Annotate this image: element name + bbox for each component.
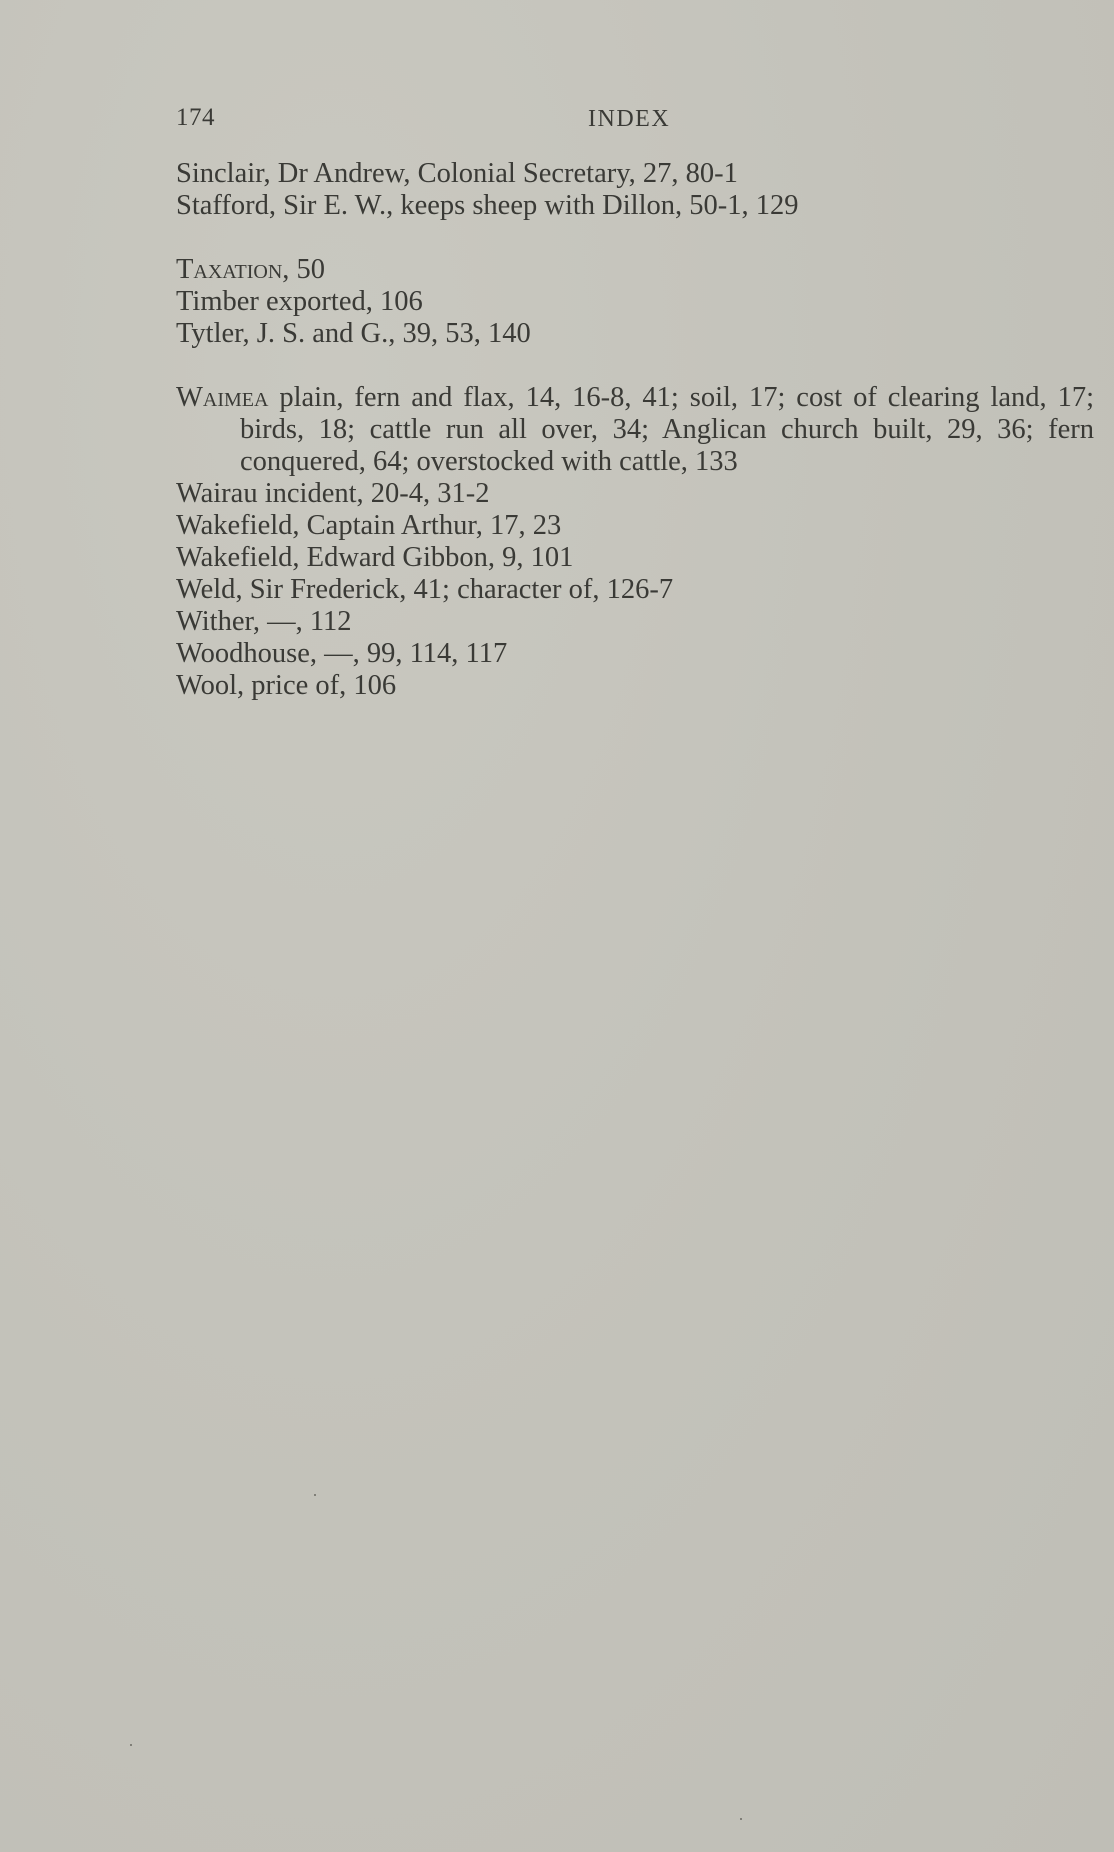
entry-references: , Edward Gibbon, 9, 101 (292, 542, 574, 573)
index-content (176, 158, 1094, 734)
entry-references: , Captain Arthur, 17, 23 (292, 510, 562, 541)
entry-headword: Woodhouse (176, 638, 310, 669)
entry-references: incident, 20-4, 31-2 (257, 478, 490, 509)
index-entry (176, 574, 1094, 606)
entry-references: , —, 99, 114, 117 (309, 638, 508, 669)
entry-references: , —, 112 (252, 606, 352, 637)
index-group-t (176, 254, 1094, 350)
index-group-s (176, 158, 1094, 222)
entry-headword: Sinclair (176, 158, 264, 189)
entry-headword: Tytler (176, 318, 243, 349)
entry-references: , Dr Andrew, Colonial Secretary, 27, 80-1 (263, 158, 738, 189)
entry-headword: Wairau (176, 478, 258, 509)
entry-headword: Wither (176, 606, 253, 637)
index-entry (176, 478, 1094, 510)
index-entry (176, 606, 1094, 638)
index-entry (176, 158, 1094, 190)
entry-headword: Wakefield (176, 542, 293, 573)
paper-speck (740, 1818, 742, 1820)
index-entry (176, 510, 1094, 542)
paper-speck (130, 1744, 132, 1746)
page-number: 174 (176, 104, 215, 131)
entry-references: , Sir E. W., keeps sheep with Dillon, 50-1, 129 (268, 190, 799, 221)
entry-references: , J. S. and G., 39, 53, 140 (242, 318, 531, 349)
entry-headword: Waimea (176, 382, 269, 413)
entry-headword: Taxation (176, 254, 283, 285)
entry-headword: Wool (176, 670, 238, 701)
index-group-w (176, 382, 1094, 702)
entry-headword: Weld (176, 574, 236, 605)
entry-references: , Sir Frederick, 41; character of, 126-7 (235, 574, 674, 605)
entry-headword: Timber (176, 286, 259, 317)
entry-headword: Wakefield (176, 510, 293, 541)
entry-references: exported, 106 (258, 286, 423, 317)
index-entry (176, 190, 1094, 222)
paper-speck (314, 1494, 316, 1496)
index-entry (176, 254, 1094, 286)
index-entry (176, 670, 1094, 702)
index-entry (176, 286, 1094, 318)
running-head: INDEX (588, 106, 671, 132)
entry-references: plain, fern and flax, 14, 16-8, 41; soil, 17; cost of clearing land, 17; birds, 18; cattle run all over, 34; Anglican church built, 29, 36; fern conquered, 64; overstocked with cattle, 133 (240, 382, 1094, 477)
entry-references: , 50 (282, 254, 326, 285)
entry-references: , price of, 106 (237, 670, 397, 701)
index-entry (176, 318, 1094, 350)
index-entry (176, 542, 1094, 574)
index-entry (176, 638, 1094, 670)
index-entry (176, 382, 1094, 478)
page-header (176, 104, 1096, 138)
entry-headword: Stafford (176, 190, 269, 221)
